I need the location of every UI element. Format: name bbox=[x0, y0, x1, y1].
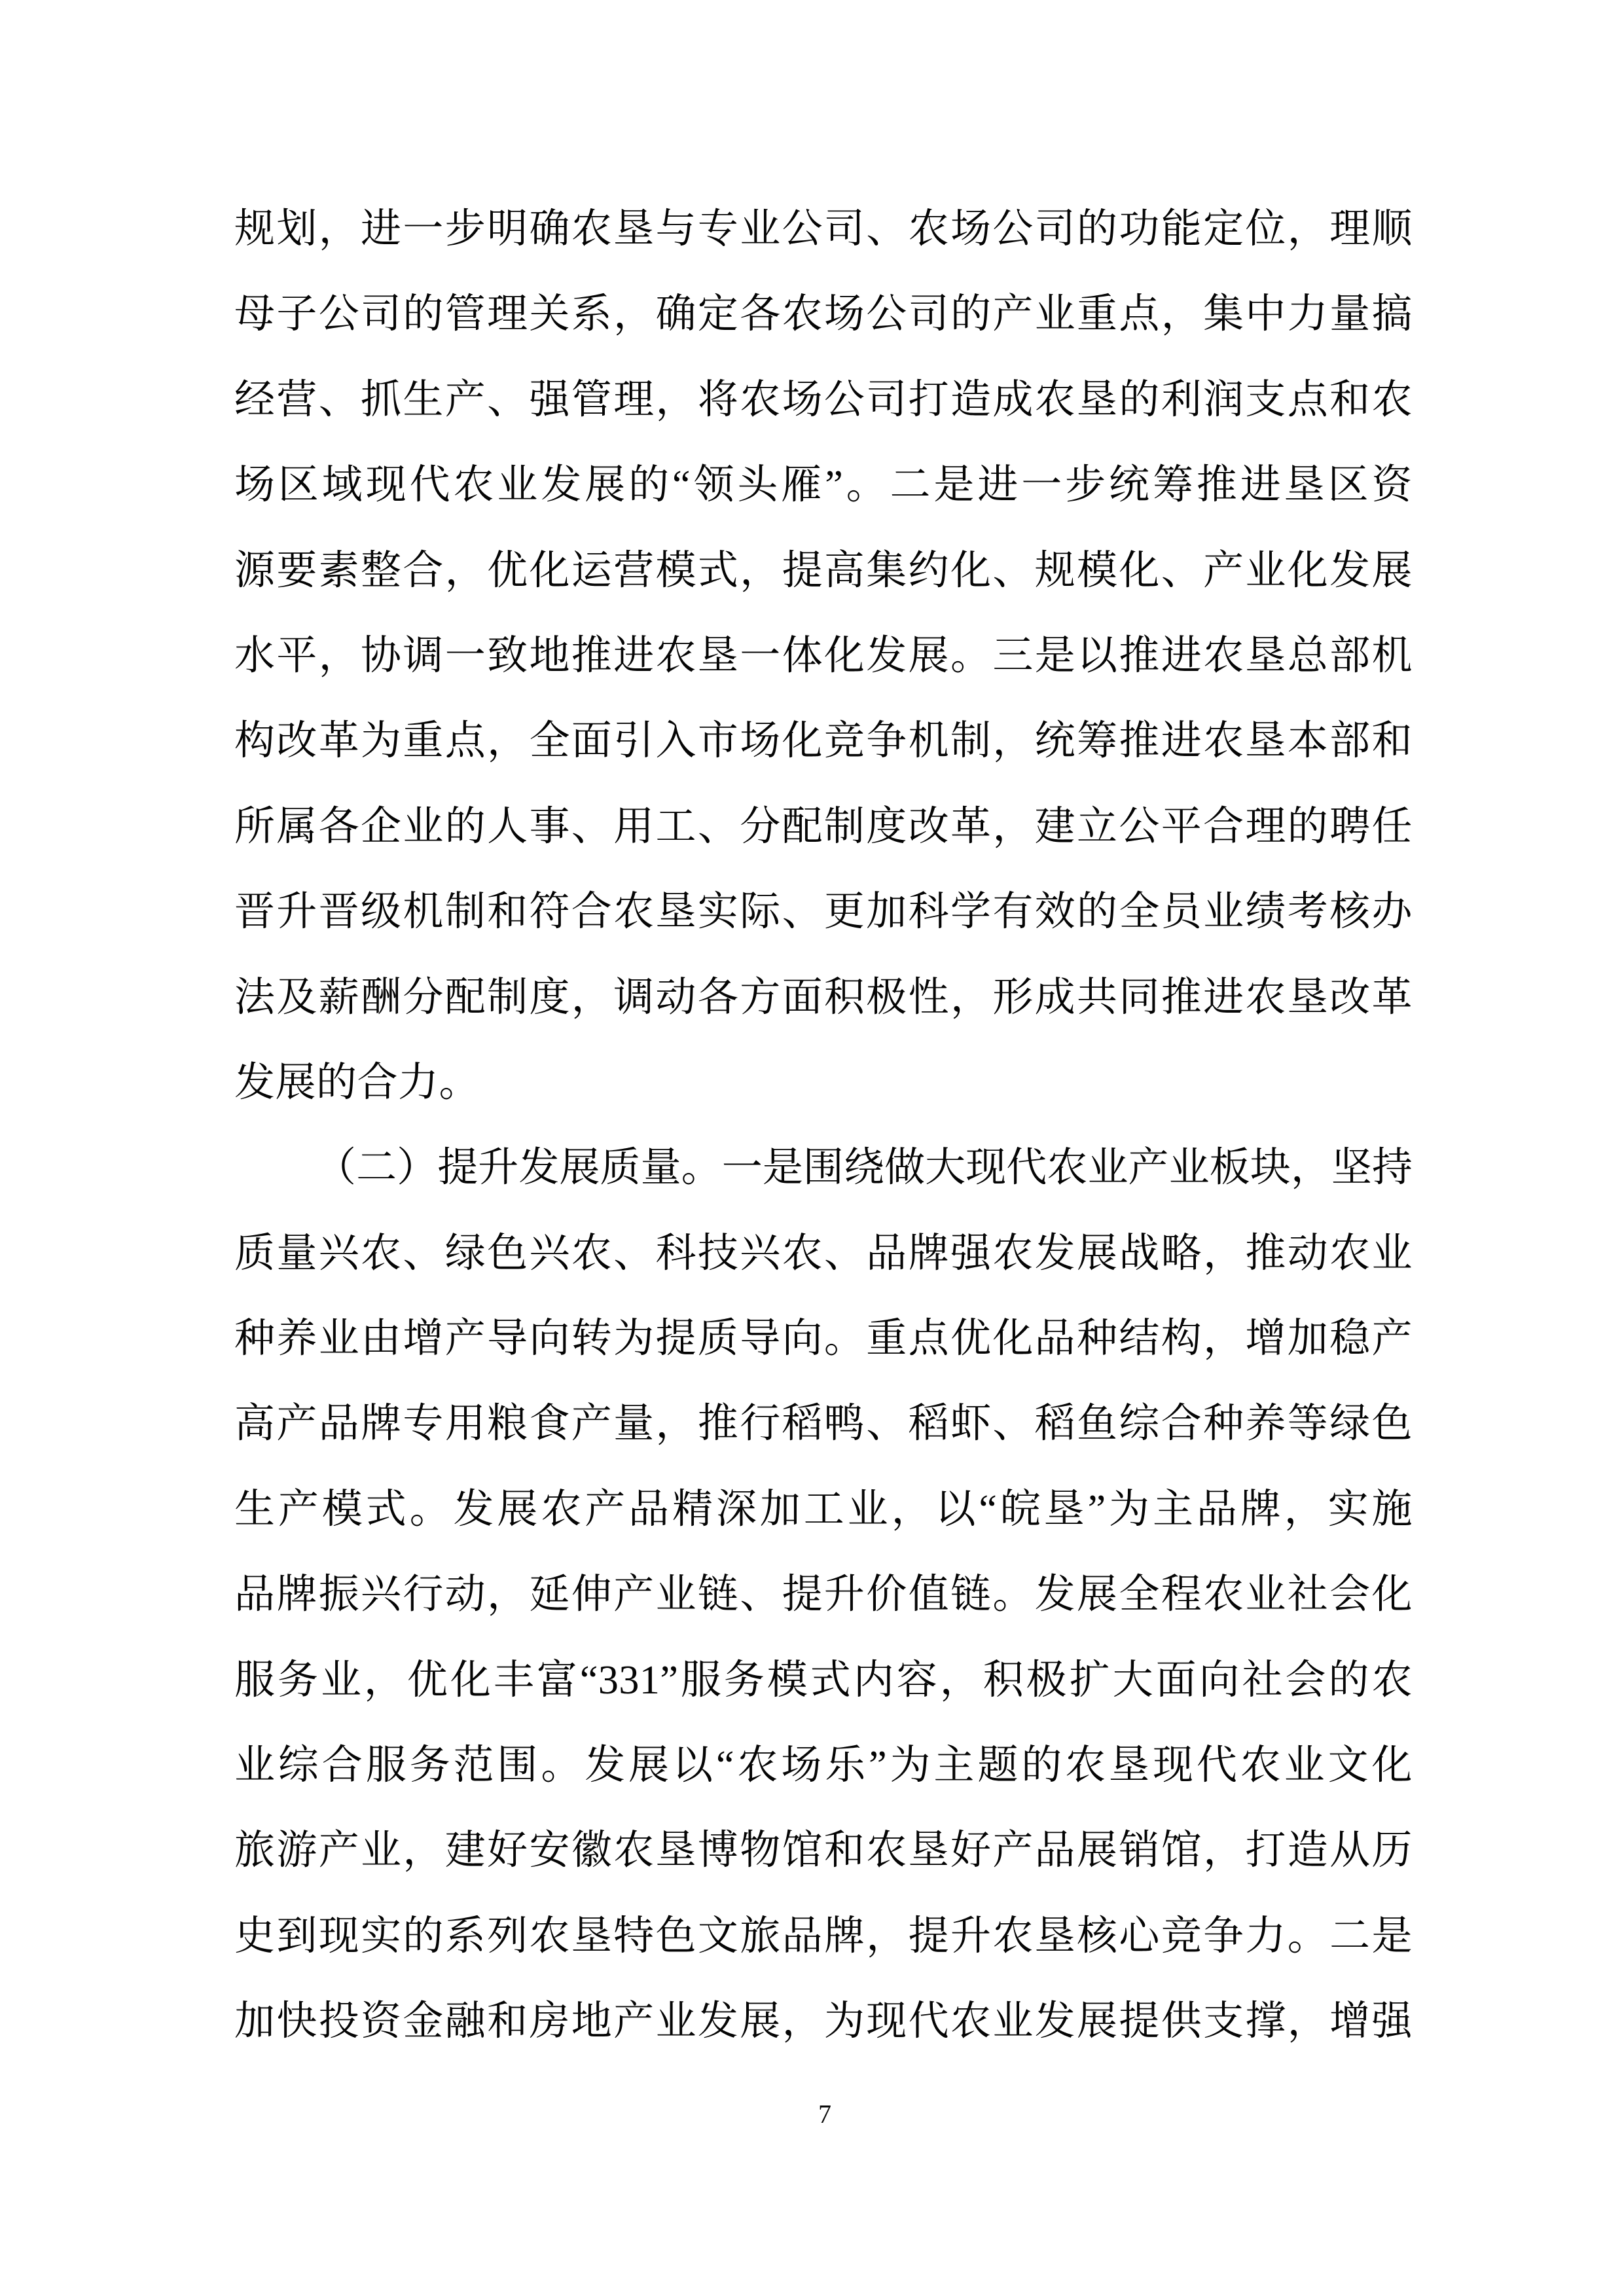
text-line: 母子公司的管理关系，确定各农场公司的产业重点，集中力量搞 bbox=[234, 292, 1413, 337]
text-line: 所属各企业的人事、用工、分配制度改革，建立公平合理的聘任 bbox=[234, 804, 1413, 849]
text-line: 生产模式。发展农产品精深加工业，以“皖垦”为主品牌，实施 bbox=[234, 1487, 1413, 1532]
text-line: 种养业由增产导向转为提质导向。重点优化品种结构，增加稳产 bbox=[234, 1316, 1413, 1362]
text-line: 业综合服务范围。发展以“农场乐”为主题的农垦现代农业文化 bbox=[234, 1743, 1413, 1788]
text-line-paragraph-start: （二）提升发展质量。一是围绕做大现代农业产业板块，坚持 bbox=[316, 1146, 1413, 1191]
text-line: 旅游产业，建好安徽农垦博物馆和农垦好产品展销馆，打造从历 bbox=[234, 1828, 1413, 1873]
text-line: 场区域现代农业发展的“领头雁”。二是进一步统筹推进垦区资 bbox=[234, 463, 1413, 508]
text-line: 服务业，优化丰富“331”服务模式内容，积极扩大面向社会的农 bbox=[234, 1657, 1413, 1703]
text-line-paragraph-end: 发展的合力。 bbox=[234, 1060, 480, 1105]
text-line: 加快投资金融和房地产业发展，为现代农业发展提供支撑，增强 bbox=[234, 1999, 1413, 2044]
text-line: 构改革为重点，全面引入市场化竞争机制，统筹推进农垦本部和 bbox=[234, 719, 1413, 764]
text-line: 经营、抓生产、强管理，将农场公司打造成农垦的利润支点和农 bbox=[234, 377, 1413, 422]
text-line: 源要素整合，优化运营模式，提高集约化、规模化、产业化发展 bbox=[234, 548, 1413, 593]
text-line: 法及薪酬分配制度，调动各方面积极性，形成共同推进农垦改革 bbox=[234, 975, 1413, 1020]
text-line: 规划，进一步明确农垦与专业公司、农场公司的功能定位，理顺 bbox=[234, 207, 1413, 251]
page-number: 7 bbox=[818, 2099, 831, 2129]
text-line: 品牌振兴行动，延伸产业链、提升价值链。发展全程农业社会化 bbox=[234, 1572, 1413, 1617]
text-line: 高产品牌专用粮食产量，推行稻鸭、稻虾、稻鱼综合种养等绿色 bbox=[234, 1401, 1413, 1447]
text-line: 晋升晋级机制和符合农垦实际、更加科学有效的全员业绩考核办 bbox=[234, 890, 1413, 935]
text-line: 水平，协调一致地推进农垦一体化发展。三是以推进农垦总部机 bbox=[234, 633, 1413, 678]
text-line: 史到现实的系列农垦特色文旅品牌，提升农垦核心竞争力。二是 bbox=[234, 1913, 1413, 1959]
text-line: 质量兴农、绿色兴农、科技兴农、品牌强农发展战略，推动农业 bbox=[234, 1231, 1413, 1276]
document-text-block bbox=[234, 187, 1413, 2065]
